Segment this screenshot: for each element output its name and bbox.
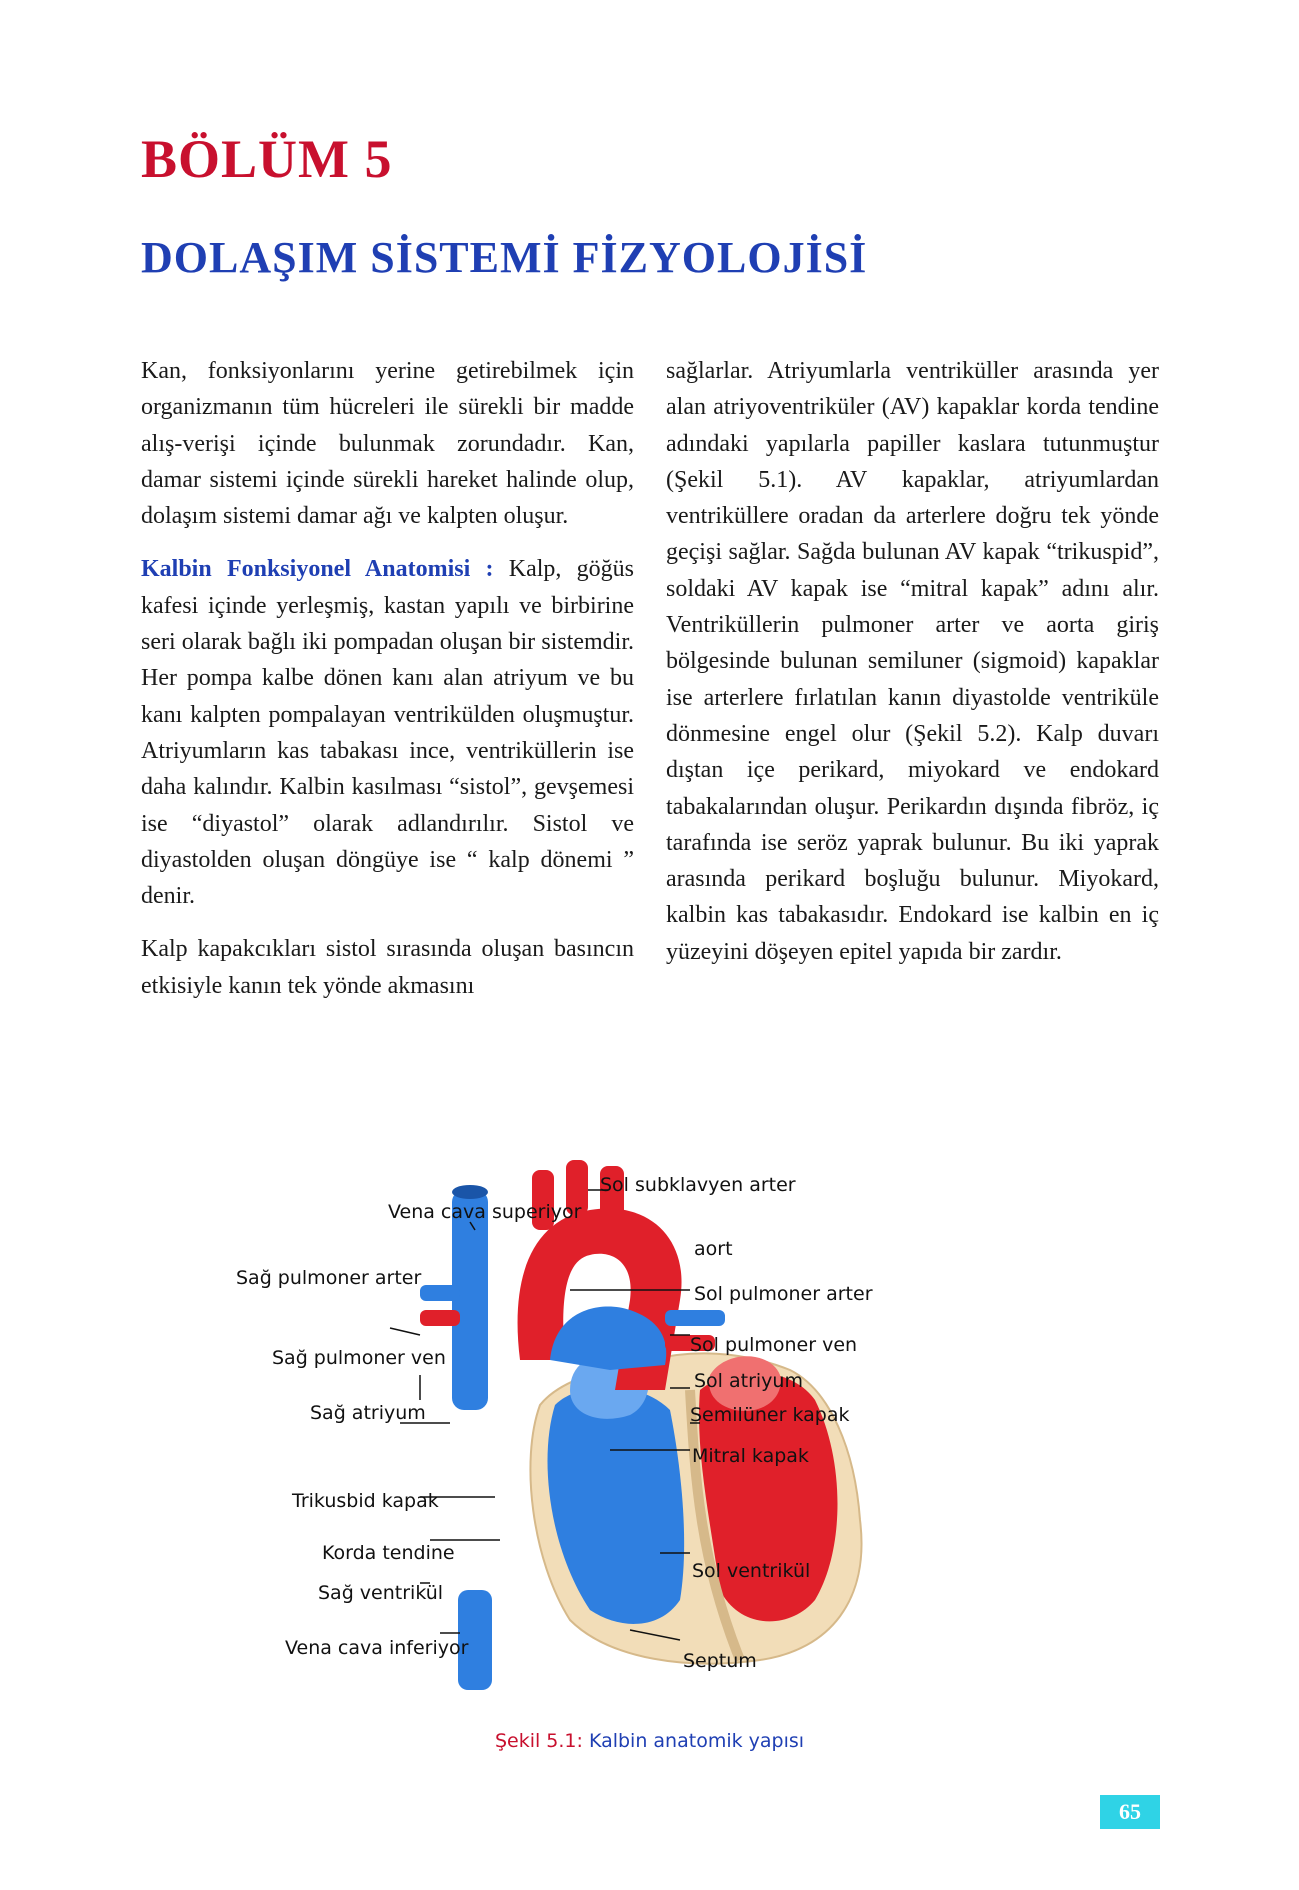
figure-caption [0, 1730, 1299, 1752]
label-sag-pulmoner-arter: Sağ pulmoner arter [236, 1267, 422, 1289]
text-column-right [666, 353, 1159, 987]
caption-text: Kalbin anatomik yapısı [582, 1730, 805, 1752]
label-sol-ventrikul: Sol ventrikül [692, 1560, 811, 1582]
label-sol-pulmoner-ven: Sol pulmoner ven [690, 1334, 858, 1356]
label-semiluner-kapak: Semilüner kapak [690, 1404, 850, 1426]
label-sol-atriyum: Sol atriyum [694, 1370, 803, 1392]
label-sag-atriyum: Sağ atriyum [310, 1402, 426, 1424]
label-sag-ventrikul: Sağ ventrikül [318, 1582, 444, 1604]
label-sol-subklavyen-arter: Sol subklavyen arter [600, 1174, 796, 1196]
paragraph: Kalp kapakcıkları sistol sırasında oluşan basıncın etkisiyle kanın tek yönde akmasını [141, 936, 634, 999]
label-sag-pulmoner-ven: Sağ pulmoner ven [272, 1347, 446, 1369]
caption-number: Şekil 5.1: [494, 1730, 583, 1752]
label-septum: Septum [683, 1650, 757, 1672]
paragraph: Kan, fonksiyonlarını yerine getirebilmek için organizmanın tüm hücreleri ile sürekli bir madde alış-verişi içinde bulunmak zorundadır. Kan, damar sistemi içinde sürekli hareket halinde olup, dolaşım sistemi damar ağı ve kalpten oluşur. [141, 358, 634, 530]
paragraph-text: Kalp, göğüs kafesi içinde yerleşmiş, kastan yapılı ve birbirine seri olarak bağlı iki pompadan oluşan bir sistemdir. Her pompa kalbe dönen kanı alan atriyum ve bu kanı kalpten pompalayan ventrikülden oluşmuştur. Atriyumların kas tabakası ince, ventriküllerin ise daha kalındır. Kalbin kasılması “sistol”, gevşemesi ise “diyastol” olarak adlandırılır. Sistol ve diyastolden oluşan döngüye ise “ kalp dönemi ” denir. [141, 556, 634, 910]
label-mitral-kapak: Mitral kapak [692, 1445, 809, 1467]
label-aort: aort [694, 1238, 733, 1260]
label-sol-pulmoner-arter: Sol pulmoner arter [694, 1283, 873, 1305]
heart-figure [236, 1160, 1050, 1720]
label-korda-tendine: Korda tendine [322, 1542, 455, 1564]
chapter-heading: BÖLÜM 5 [141, 129, 393, 189]
label-vena-cava-inferiyor: Vena cava inferiyor [285, 1637, 469, 1659]
label-vena-cava-superiyor: Vena cava superiyor [388, 1201, 582, 1223]
label-trikusbid-kapak: Trikusbid kapak [292, 1490, 439, 1512]
chapter-title: DOLAŞIM SİSTEMİ FİZYOLOJİSİ [141, 233, 868, 282]
page-number: 65 [1100, 1795, 1160, 1829]
paragraph [141, 551, 634, 914]
heart-diagram-illustration [270, 1160, 1050, 1720]
term-heading: Kalbin Fonksiyonel Anatomisi : [141, 556, 494, 583]
text-column-left [141, 353, 634, 1021]
paragraph: sağlarlar. Atriyumlarla ventriküller arasında yer alan atriyoventriküler (AV) kapaklar korda tendine adındaki yapılarla papiller kaslara tutunmuştur (Şekil 5.1). AV kapaklar, atriyumlardan ventriküllere oradan da arterlere doğru tek yönde geçişi sağlar. Sağda bulunan AV kapak “trikuspid”, soldaki AV kapak ise “mitral kapak” adını alır. Ventriküllerin pulmoner arter ve aorta giriş bölgesinde bulunan semiluner (sigmoid) kapaklar ise arterlere fırlatılan kanın diyastolde ventriküle dönmesine engel olur (Şekil 5.2). Kalp duvarı dıştan içe perikard, miyokard ve endokard tabakalarından oluşur. Perikardın dışında fibröz, iç tarafında ise seröz yaprak bulunur. Bu iki yaprak arasında perikard boşluğu bulunur. Miyokard, kalbin kas tabakasıdır. Endokard ise kalbin en iç yüzeyini döşeyen epitel yapıda bir zardır. [666, 358, 1159, 965]
